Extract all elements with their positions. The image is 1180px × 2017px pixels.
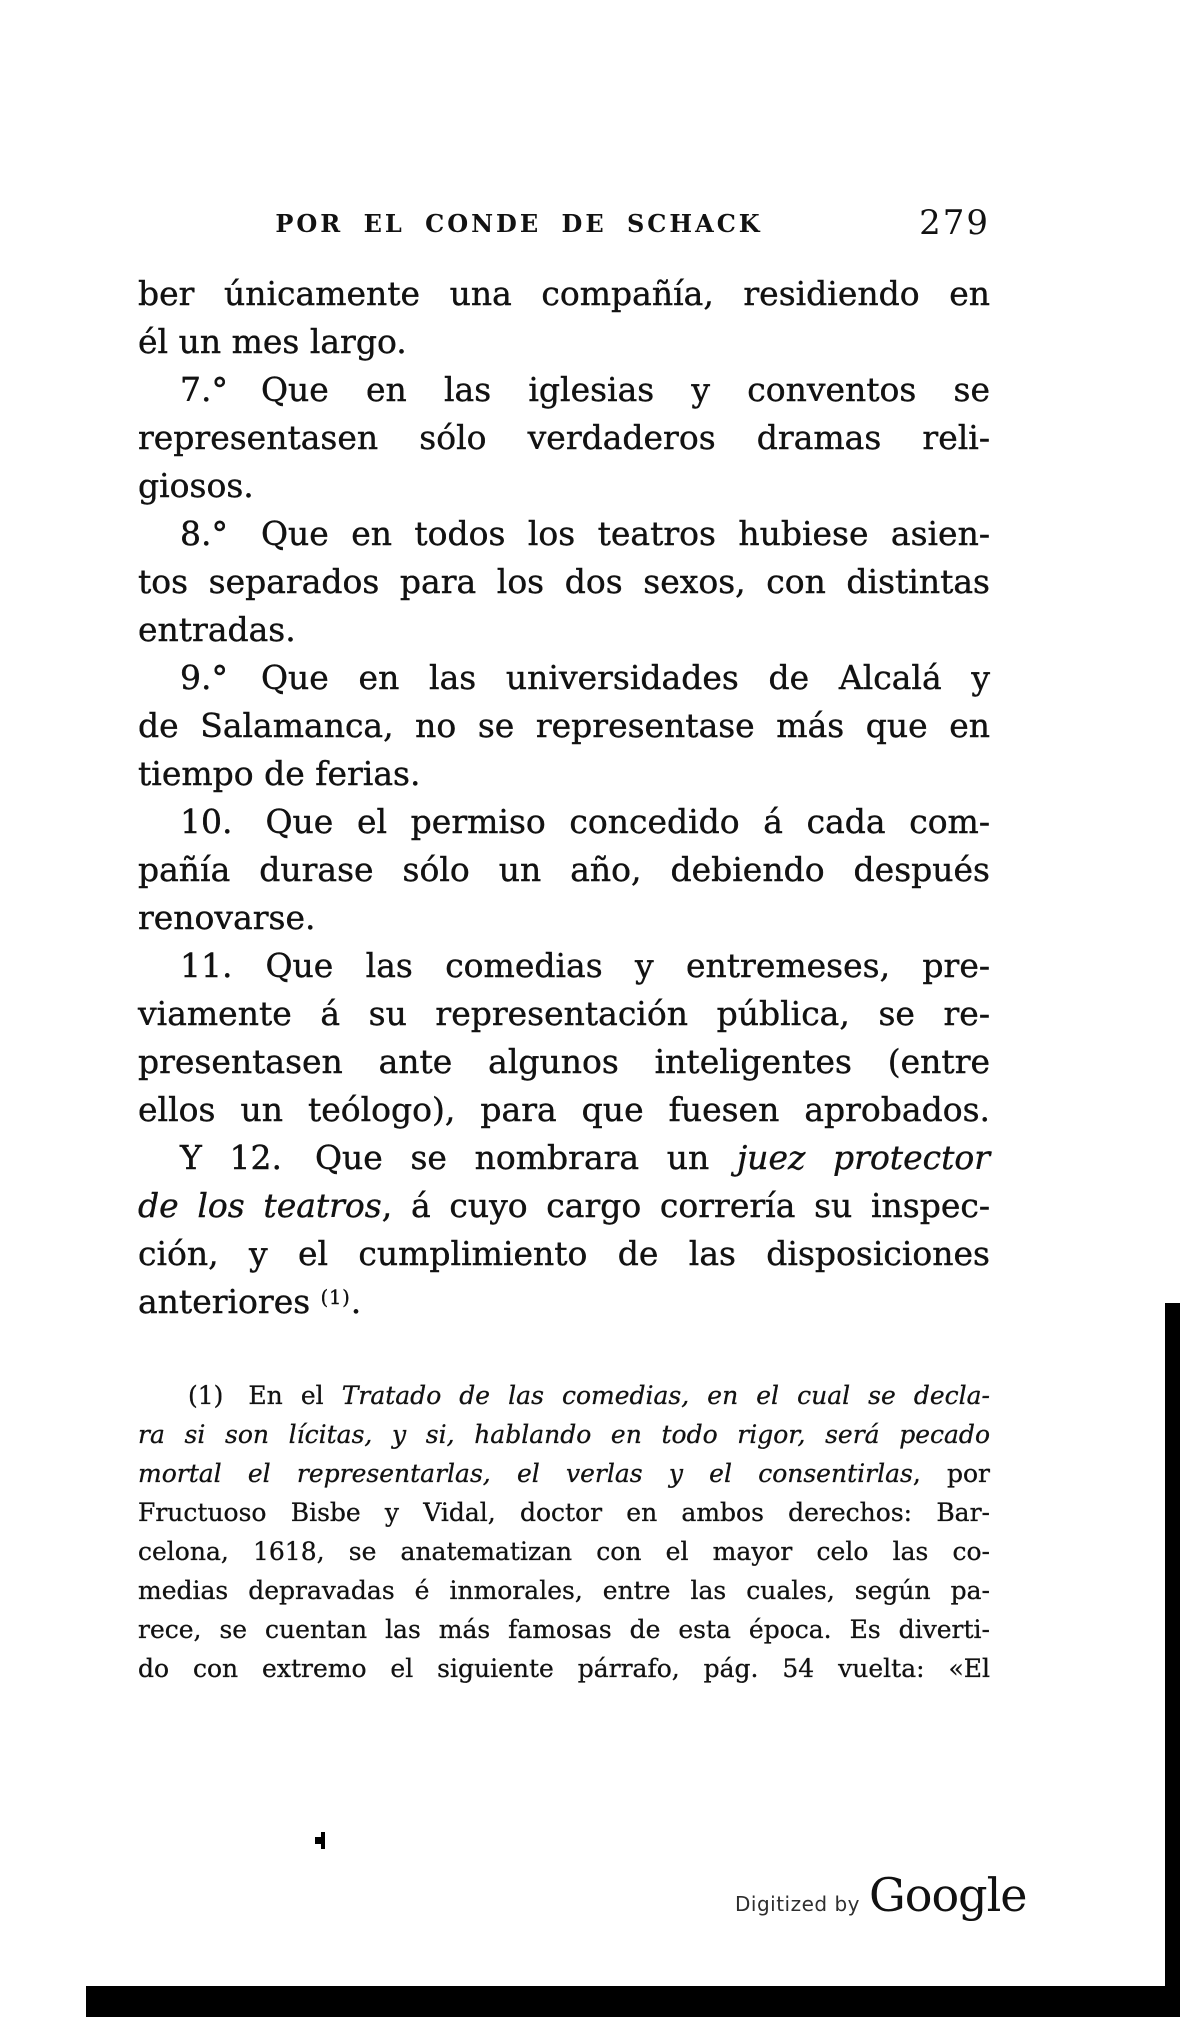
text-segment: 8.° Que en todos los teatros hubiese asien- xyxy=(180,514,990,553)
italic-text-segment: de los teatros xyxy=(138,1186,382,1225)
text-segment: pañía durase sólo un año, debiendo después xyxy=(138,850,990,889)
text-segment: él un mes largo. xyxy=(138,322,407,361)
text-line xyxy=(138,270,990,318)
text-segment: ción, y el cumplimiento de las disposiciones xyxy=(138,1234,990,1273)
text-line xyxy=(138,462,990,510)
page-header xyxy=(138,203,990,243)
text-line xyxy=(138,942,990,990)
text-segment: 10. Que el permiso concedido á cada com- xyxy=(180,802,990,841)
text-line xyxy=(138,414,990,462)
text-line xyxy=(138,1086,990,1134)
text-line xyxy=(138,1230,990,1278)
text-line xyxy=(138,606,990,654)
text-segment: renovarse. xyxy=(138,898,316,937)
text-line xyxy=(138,1376,990,1415)
text-segment: Y 12. Que se nombrara un xyxy=(180,1138,737,1177)
text-line xyxy=(138,1532,990,1571)
italic-text-segment: mortal el representarlas, el verlas y el consentirlas xyxy=(138,1459,913,1488)
scan-edge-right xyxy=(1165,1303,1180,2017)
text-segment: 11. Que las comedias y entremeses, pre- xyxy=(180,946,990,985)
text-segment: 7.° Que en las iglesias y conventos se xyxy=(180,370,990,409)
italic-text-segment: ra si son lícitas, y si, hablando en todo rigor, será pecado xyxy=(138,1420,990,1449)
text-line xyxy=(138,798,990,846)
text-segment: do con extremo el siguiente párrafo, pág. 54 vuelta: «El xyxy=(138,1654,990,1683)
text-segment: Fructuoso Bisbe y Vidal, doctor en ambos derechos: Bar- xyxy=(138,1498,990,1527)
text-segment: presentasen ante algunos inteligentes (entre xyxy=(138,1042,990,1081)
footnote xyxy=(138,1376,990,1688)
text-line xyxy=(138,510,990,558)
text-segment: . xyxy=(350,1282,362,1321)
text-line xyxy=(138,1610,990,1649)
ink-smudge-artifact xyxy=(321,1832,325,1849)
footnote-reference: (1) xyxy=(320,1286,351,1310)
text-line xyxy=(138,366,990,414)
digitized-by-label: Digitized by xyxy=(735,1892,860,1916)
text-segment: rece, se cuentan las más famosas de esta época. Es diverti- xyxy=(138,1615,990,1644)
text-line xyxy=(138,1493,990,1532)
text-line xyxy=(138,1454,990,1493)
text-line xyxy=(138,1038,990,1086)
text-segment: medias depravadas é inmorales, entre las cuales, según pa- xyxy=(138,1576,990,1605)
google-logo: Google xyxy=(869,1868,1027,1922)
text-line xyxy=(138,1278,990,1331)
text-segment: tos separados para los dos sexos, con distintas xyxy=(138,562,990,601)
text-line xyxy=(138,1182,990,1230)
text-line xyxy=(138,1649,990,1688)
google-watermark xyxy=(735,1868,1027,1922)
text-segment: representasen sólo verdaderos dramas reli- xyxy=(138,418,990,457)
text-line xyxy=(138,990,990,1038)
page-number: 279 xyxy=(919,203,990,243)
text-segment: , por xyxy=(912,1459,991,1488)
text-line xyxy=(138,654,990,702)
text-segment: (1) En el xyxy=(188,1381,342,1410)
text-line xyxy=(138,1134,990,1182)
text-line xyxy=(138,318,990,366)
text-line xyxy=(138,1415,990,1454)
text-segment: , á cuyo cargo correría su inspec- xyxy=(381,1186,991,1225)
text-line xyxy=(138,846,990,894)
text-segment: ber únicamente una compañía, residiendo en xyxy=(138,274,990,313)
text-segment: de Salamanca, no se representase más que en xyxy=(138,706,990,745)
italic-text-segment: Tratado de las comedias, en el cual se decla- xyxy=(341,1381,990,1410)
text-segment: anteriores xyxy=(138,1282,321,1321)
text-segment: tiempo de ferias. xyxy=(138,754,421,793)
text-segment: viamente á su representación pública, se re- xyxy=(138,994,990,1033)
text-segment: giosos. xyxy=(138,466,254,505)
text-segment: celona, 1618, se anatematizan con el mayor celo las co- xyxy=(138,1537,990,1566)
text-line xyxy=(138,702,990,750)
body-text xyxy=(138,270,990,1331)
text-line xyxy=(138,558,990,606)
running-title: POR EL CONDE DE SCHACK xyxy=(275,209,763,238)
text-line xyxy=(138,1571,990,1610)
text-line xyxy=(138,750,990,798)
text-segment: 9.° Que en las universidades de Alcalá y xyxy=(180,658,990,697)
text-segment: ellos un teólogo), para que fuesen aprobados. xyxy=(138,1090,990,1129)
text-line xyxy=(138,894,990,942)
scan-edge-bottom xyxy=(86,1986,1180,2017)
text-segment: entradas. xyxy=(138,610,296,649)
italic-text-segment: juez protector xyxy=(736,1138,990,1177)
